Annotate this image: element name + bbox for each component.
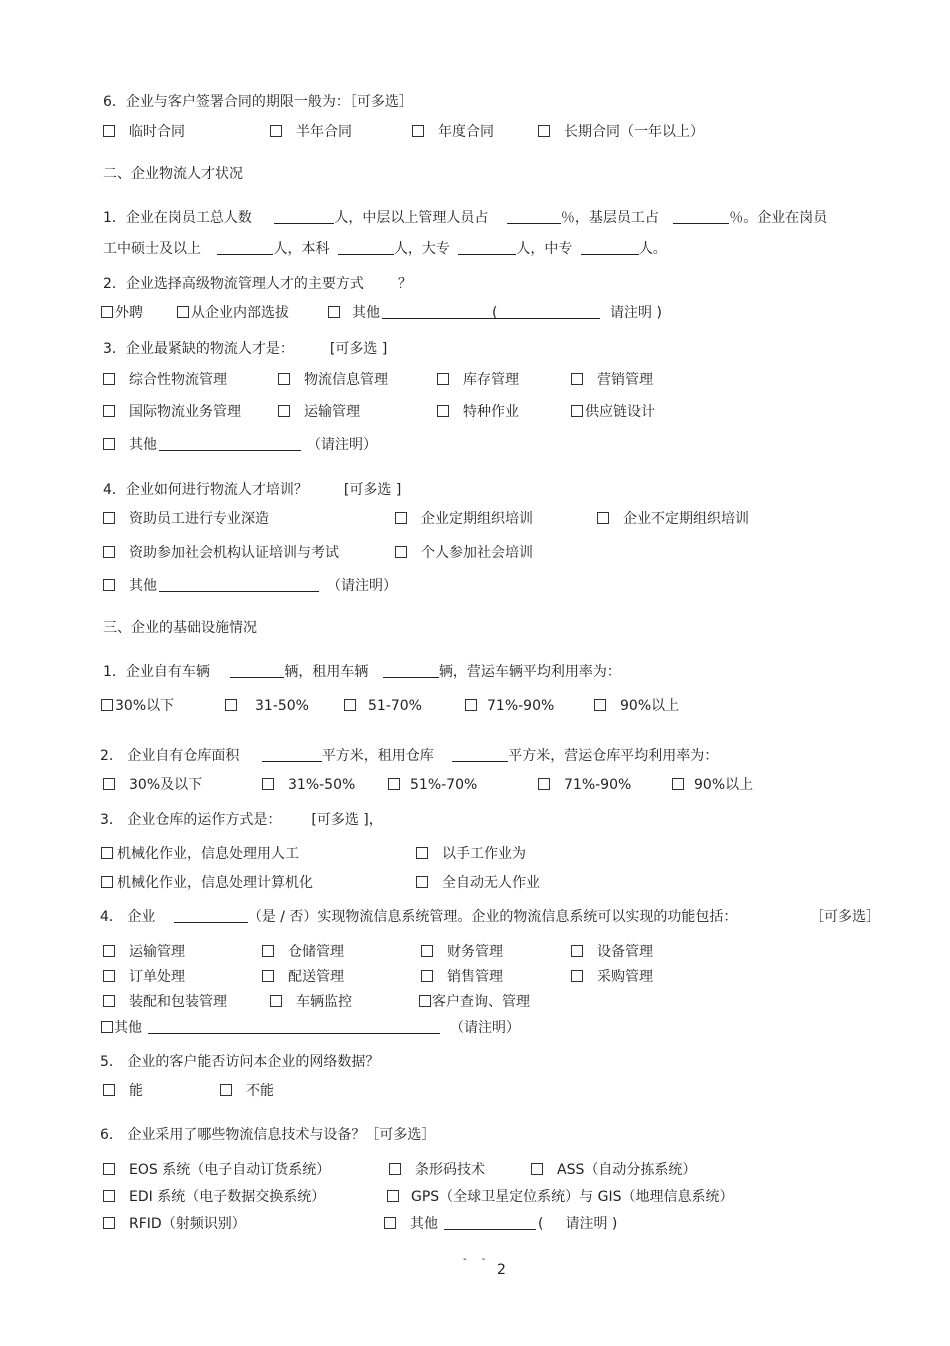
opt-v-2[interactable]: 31-50%: [225, 697, 309, 715]
checkbox[interactable]: [270, 995, 282, 1007]
option-special-ops[interactable]: 特种作业: [437, 403, 519, 421]
opt-f-6[interactable]: 配送管理: [262, 968, 344, 986]
checkbox[interactable]: [103, 405, 115, 417]
s3-q2-line: 2． 企业自有仓库面积 平方米，租用仓库 平方米，营运仓库平均利用率为：: [100, 748, 719, 764]
checkbox[interactable]: [101, 876, 113, 888]
option-regular-training[interactable]: 企业定期组织培训: [395, 510, 533, 528]
checkbox[interactable]: [597, 512, 609, 524]
checkbox[interactable]: [101, 847, 113, 859]
opt-f-other[interactable]: 其他 （请注明）: [101, 1019, 520, 1037]
checkbox[interactable]: [538, 778, 550, 790]
checkbox[interactable]: [344, 699, 356, 711]
checkbox[interactable]: [416, 847, 428, 859]
opt-f-5[interactable]: 订单处理: [103, 968, 185, 986]
checkbox[interactable]: [419, 995, 431, 1007]
option-annual-contract[interactable]: 年度合同: [412, 123, 494, 141]
s2-q4-title: 4．企业如何进行物流人才培训？ [可多选 ]: [103, 482, 402, 498]
blank-total-staff[interactable]: [274, 209, 334, 224]
option-internal-selection[interactable]: 从企业内部选拔: [177, 304, 289, 322]
checkbox[interactable]: [103, 778, 115, 790]
checkbox[interactable]: [571, 945, 583, 957]
checkbox[interactable]: [395, 512, 407, 524]
checkbox[interactable]: [103, 970, 115, 982]
opt-f-4[interactable]: 设备管理: [571, 943, 653, 961]
checkbox[interactable]: [278, 373, 290, 385]
checkbox[interactable]: [177, 306, 189, 318]
opt-w-1[interactable]: 30%及以下: [103, 776, 202, 794]
option-international-logistics[interactable]: 国际物流业务管理: [103, 403, 241, 421]
checkbox[interactable]: [571, 970, 583, 982]
blank-bachelor[interactable]: [338, 240, 394, 255]
option-personal-training[interactable]: 个人参加社会培训: [395, 544, 533, 562]
opt-f-11[interactable]: 客户查询、管理: [419, 993, 530, 1011]
opt-v-5[interactable]: 90%以上: [594, 697, 679, 715]
s3-q4-multi: ［可多选］: [810, 909, 880, 925]
blank-other-talent[interactable]: [159, 436, 301, 451]
s3-q3-title: 3． 企业仓库的运作方式是： [可多选 ]，: [100, 812, 383, 828]
opt-ws-4[interactable]: 全自动无人作业: [416, 874, 540, 892]
option-certification[interactable]: 资助参加社会机构认证培训与考试: [103, 544, 339, 562]
checkbox[interactable]: [437, 373, 449, 385]
checkbox[interactable]: [103, 995, 115, 1007]
blank-other-method[interactable]: [382, 304, 600, 319]
checkbox[interactable]: [465, 699, 477, 711]
opt-w-4[interactable]: 71%-90%: [538, 776, 631, 794]
opt-t-rfid[interactable]: RFID（射频识别）: [103, 1215, 246, 1233]
opt-ws-1[interactable]: 机械化作业，信息处理用人工: [101, 845, 299, 863]
s3-q4-line: 4． 企业 （是 / 否）实现物流信息系统管理。企业的物流信息系统可以实现的功能包括：: [100, 909, 738, 925]
option-transport[interactable]: 运输管理: [278, 403, 360, 421]
option-logistics-info[interactable]: 物流信息管理: [278, 371, 388, 389]
checkbox[interactable]: [538, 125, 550, 137]
checkbox[interactable]: [101, 306, 113, 318]
checkbox[interactable]: [103, 1217, 115, 1229]
blank-college[interactable]: [458, 240, 516, 255]
blank-rented-vehicles[interactable]: [383, 663, 439, 678]
checkbox[interactable]: [103, 579, 115, 591]
checkbox[interactable]: [437, 405, 449, 417]
section-2-heading: 二、企业物流人才状况: [103, 166, 243, 182]
blank-yes-no[interactable]: [174, 908, 248, 923]
s2-q3-title: 3．企业最紧缺的物流人才是： [可多选 ]: [103, 341, 388, 357]
checkbox[interactable]: [672, 778, 684, 790]
checkbox[interactable]: [412, 125, 424, 137]
opt-v-3[interactable]: 51-70%: [344, 697, 422, 715]
checkbox[interactable]: [384, 1217, 396, 1229]
opt-access-yes[interactable]: 能: [103, 1082, 143, 1100]
opt-access-no[interactable]: 不能: [220, 1082, 274, 1100]
option-other-method[interactable]: 其他 请注明 ): [328, 304, 662, 322]
opt-v-4[interactable]: 71%-90%: [465, 697, 554, 715]
checkbox[interactable]: [388, 778, 400, 790]
opt-t-edi[interactable]: EDI 系统（电子数据交换系统）: [103, 1188, 325, 1206]
opt-f-8[interactable]: 采购管理: [571, 968, 653, 986]
opt-v-1[interactable]: 30%以下: [101, 697, 174, 715]
blank-master[interactable]: [217, 240, 273, 255]
blank-other-function[interactable]: [148, 1019, 440, 1034]
opt-t-barcode[interactable]: 条形码技术: [389, 1161, 485, 1179]
question-6-title: 6．企业与客户签署合同的期限一般为：［可多选］: [103, 94, 413, 110]
option-sponsor-study[interactable]: 资助员工进行专业深造: [103, 510, 269, 528]
blank-rented-warehouse[interactable]: [452, 747, 508, 762]
opt-f-10[interactable]: 车辆监控: [270, 993, 352, 1011]
opt-w-3[interactable]: 51%-70%: [388, 776, 477, 794]
checkbox[interactable]: [103, 512, 115, 524]
checkbox[interactable]: [421, 970, 433, 982]
s2-q2-title: 2．企业选择高级物流管理人才的主要方式 ？: [103, 276, 412, 292]
checkbox[interactable]: [389, 1163, 401, 1175]
option-irregular-training[interactable]: 企业不定期组织培训: [597, 510, 749, 528]
opt-f-3[interactable]: 财务管理: [421, 943, 503, 961]
opt-f-2[interactable]: 仓储管理: [262, 943, 344, 961]
checkbox[interactable]: [387, 1190, 399, 1202]
opt-w-5[interactable]: 90%以上: [672, 776, 753, 794]
s3-q5-title: 5． 企业的客户能否访问本企业的网络数据？: [100, 1054, 380, 1070]
opt-f-7[interactable]: 销售管理: [421, 968, 503, 986]
blank-technical[interactable]: [581, 240, 639, 255]
page-number: 2: [497, 1262, 506, 1278]
opt-t-other[interactable]: 其他 ( 请注明 ): [384, 1215, 617, 1233]
opt-ws-3[interactable]: 机械化作业，信息处理计算机化: [101, 874, 313, 892]
checkbox[interactable]: [225, 699, 237, 711]
option-supply-chain[interactable]: 供应链设计: [571, 403, 655, 421]
blank-other-training[interactable]: [159, 577, 319, 592]
option-other-talent[interactable]: 其他 （请注明）: [103, 436, 377, 454]
opt-t-gps[interactable]: GPS（全球卫星定位系统）与 GIS（地理信息系统）: [387, 1188, 734, 1206]
checkbox[interactable]: [103, 945, 115, 957]
s3-q1-line: 1．企业自有车辆 辆，租用车辆 辆，营运车辆平均利用率为：: [103, 664, 621, 680]
checkbox[interactable]: [103, 1084, 115, 1096]
checkbox[interactable]: [278, 405, 290, 417]
checkbox[interactable]: [416, 876, 428, 888]
opt-f-9[interactable]: 装配和包装管理: [103, 993, 227, 1011]
s3-q6-title: 6． 企业采用了哪些物流信息技术与设备？［可多选］: [100, 1127, 436, 1143]
checkbox[interactable]: [103, 1163, 115, 1175]
checkbox[interactable]: [103, 125, 115, 137]
checkbox[interactable]: [421, 945, 433, 957]
checkbox[interactable]: [531, 1163, 543, 1175]
checkbox[interactable]: [103, 546, 115, 558]
option-temporary-contract[interactable]: 临时合同: [103, 123, 185, 141]
checkbox[interactable]: [103, 1190, 115, 1202]
paren-open: (: [492, 305, 498, 321]
opt-t-eos[interactable]: EOS 系统（电子自动订货系统）: [103, 1161, 330, 1179]
opt-w-2[interactable]: 31%-50%: [262, 776, 355, 794]
checkbox[interactable]: [270, 125, 282, 137]
blank-other-tech[interactable]: [444, 1215, 536, 1230]
option-inventory[interactable]: 库存管理: [437, 371, 519, 389]
opt-t-ass[interactable]: ASS（自动分拣系统）: [531, 1161, 696, 1179]
checkbox[interactable]: [571, 373, 583, 385]
checkbox[interactable]: [571, 405, 583, 417]
option-other-training[interactable]: 其他 （请注明）: [103, 577, 397, 595]
option-external-hire[interactable]: 外聘: [101, 304, 143, 322]
checkbox[interactable]: [328, 306, 340, 318]
s2-q1-line2: 工中硕士及以上 人，本科 人，大专 人，中专 人。: [103, 241, 667, 257]
opt-f-1[interactable]: 运输管理: [103, 943, 185, 961]
checkbox[interactable]: [103, 438, 115, 450]
checkbox[interactable]: [220, 1084, 232, 1096]
checkbox[interactable]: [101, 699, 113, 711]
section-3-heading: 三、企业的基础设施情况: [103, 620, 257, 636]
blank-own-warehouse[interactable]: [262, 747, 322, 762]
s2-q1-line1: 1．企业在岗员工总人数 人，中层以上管理人员占 ％，基层员工占 ％。企业在岗员: [103, 210, 828, 226]
checkbox[interactable]: [395, 546, 407, 558]
opt-ws-2[interactable]: 以手工作业为: [416, 845, 526, 863]
blank-management-pct[interactable]: [507, 209, 561, 224]
option-marketing[interactable]: 营销管理: [571, 371, 653, 389]
checkbox[interactable]: [101, 1021, 113, 1033]
checkbox[interactable]: [262, 945, 274, 957]
option-half-year-contract[interactable]: 半年合同: [270, 123, 352, 141]
option-comprehensive-logistics[interactable]: 综合性物流管理: [103, 371, 227, 389]
checkbox[interactable]: [262, 778, 274, 790]
checkbox[interactable]: [594, 699, 606, 711]
option-long-term-contract[interactable]: 长期合同（一年以上）: [538, 123, 704, 141]
blank-own-vehicles[interactable]: [230, 663, 284, 678]
checkbox[interactable]: [262, 970, 274, 982]
checkbox[interactable]: [103, 373, 115, 385]
blank-base-staff-pct[interactable]: [673, 209, 729, 224]
footer-dots: - -: [463, 1254, 492, 1265]
